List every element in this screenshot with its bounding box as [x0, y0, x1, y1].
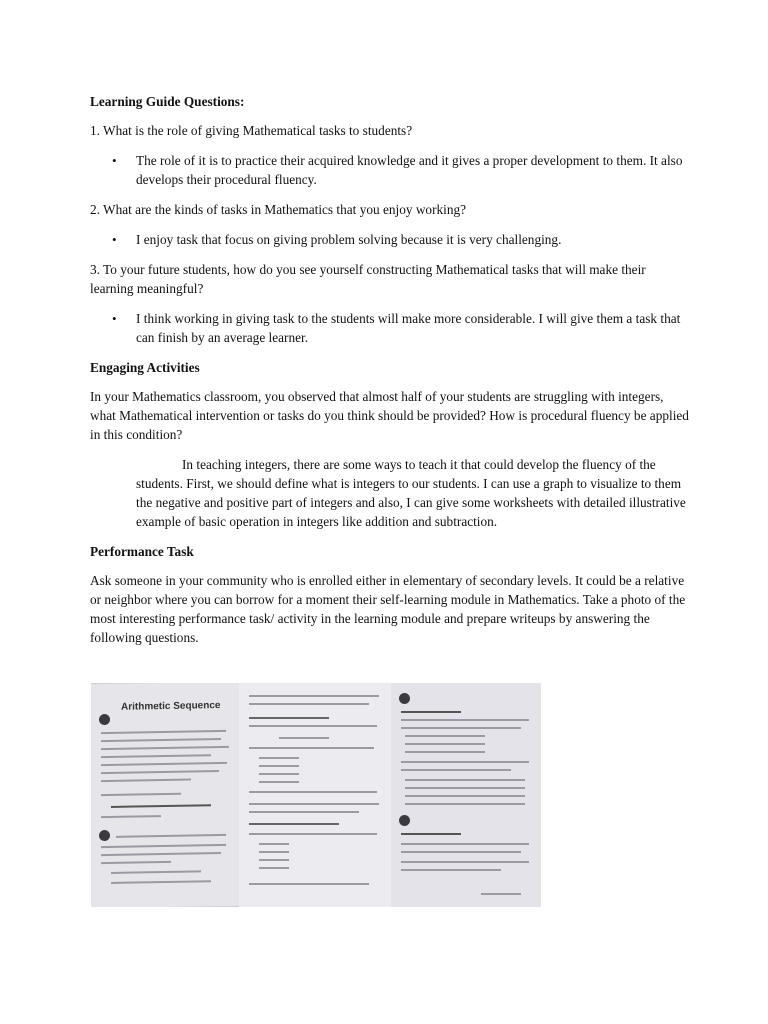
heading-performance-task: Performance Task: [90, 544, 194, 559]
text-line: [101, 779, 191, 782]
text-line: [405, 751, 485, 753]
answer-list-2: [90, 230, 690, 249]
engaging-answer: [136, 455, 690, 531]
text-line: [405, 803, 525, 805]
answer-list-1: [90, 151, 690, 189]
text-line: [259, 781, 299, 783]
text-line: [401, 719, 529, 721]
document-content: [90, 92, 690, 658]
text-line: [111, 870, 201, 873]
text-line: [481, 893, 521, 895]
text-line: [111, 804, 211, 807]
text-line: [249, 717, 329, 719]
module-sheet-title: Arithmetic Sequence: [121, 700, 221, 713]
text-line: [249, 803, 379, 805]
text-line: [249, 695, 379, 697]
text-line: [249, 703, 369, 705]
question-2: 2. What are the kinds of tasks in Mathematics that you enjoy working?: [90, 202, 467, 217]
heading-engaging-activities: Engaging Activities: [90, 360, 200, 375]
text-line: [279, 737, 329, 739]
text-line: [259, 843, 289, 845]
text-line: [259, 867, 289, 869]
text-line: [405, 735, 485, 737]
step-marker-icon: [99, 714, 110, 725]
text-line: [259, 859, 289, 861]
text-line: [116, 834, 226, 837]
text-line: [101, 844, 226, 848]
text-line: [401, 727, 521, 729]
text-line: [249, 747, 374, 749]
text-line: [259, 757, 299, 759]
text-line: [405, 779, 525, 781]
text-line: [401, 711, 461, 713]
answer-2: • I enjoy task that focus on giving problem solving because it is very challenging.: [90, 230, 690, 249]
module-sheet-1: [91, 683, 239, 907]
text-line: [401, 851, 521, 853]
text-line: [401, 769, 511, 771]
answer-list-3: [90, 309, 690, 347]
text-line: [101, 762, 227, 766]
step-marker-icon: [99, 830, 110, 841]
question-1: 1. What is the role of giving Mathematical tasks to students?: [90, 123, 413, 138]
text-line: [101, 746, 229, 750]
text-line: [405, 787, 525, 789]
step-marker-icon: [399, 693, 410, 704]
text-line: [101, 793, 181, 796]
question-3: 3. To your future students, how do you see yourself constructing Mathematical tasks that will make their learning meaningful?: [90, 262, 646, 296]
engaging-prompt: In your Mathematics classroom, you observed that almost half of your students are struggling with integers, what Mathematical intervention or tasks do you think should be provided? How is procedural fluency be applied in this condition?: [90, 389, 689, 442]
text-line: [101, 861, 171, 864]
text-line: [101, 730, 226, 734]
text-line: [259, 765, 299, 767]
text-line: [249, 811, 359, 813]
module-sheet-2: [239, 683, 391, 907]
performance-prompt: Ask someone in your community who is enrolled either in elementary of secondary levels. It could be a relative or neighbor where you can borrow for a moment their self-learning module in Mathematics. Take a photo of the most interesting performance task/ activity in the learning module and prepare writeups by answering the following questions.: [90, 573, 686, 645]
answer-3: • I think working in giving task to the students will make more considerable. I will give them a task that can finish by an average learner.: [90, 309, 690, 347]
text-line: [401, 833, 461, 835]
module-sheet-3: [391, 683, 541, 907]
text-line: [405, 743, 485, 745]
text-line: [249, 833, 377, 835]
text-line: [249, 823, 339, 825]
module-photo: [91, 683, 541, 907]
text-line: [401, 861, 529, 863]
text-line: [249, 725, 377, 727]
text-line: [401, 843, 529, 845]
text-line: [401, 761, 529, 763]
text-line: [405, 795, 525, 797]
answer-1: • The role of it is to practice their acquired knowledge and it gives a proper development to them. It also develops their procedural fluency.: [90, 151, 690, 189]
text-line: [111, 880, 211, 883]
text-line: [101, 738, 221, 742]
text-line: [259, 851, 289, 853]
text-line: [249, 883, 369, 885]
step-marker-icon: [399, 815, 410, 826]
text-line: [101, 852, 221, 856]
engaging-answer-text: In teaching integers, there are some ways to teach it that could develop the fluency of the students. First, we should define what is integers to our students. I can use a graph to visualize to them the negative and positive part of integers and also, I can give some worksheets with detailed illustrative example of basic operation in integers like addition and subtraction.: [136, 457, 686, 529]
text-line: [249, 791, 377, 793]
text-line: [101, 754, 211, 757]
text-line: [101, 770, 219, 774]
text-line: [101, 815, 161, 818]
text-line: [259, 773, 299, 775]
text-line: [401, 869, 501, 871]
heading-learning-guide: Learning Guide Questions:: [90, 94, 245, 109]
